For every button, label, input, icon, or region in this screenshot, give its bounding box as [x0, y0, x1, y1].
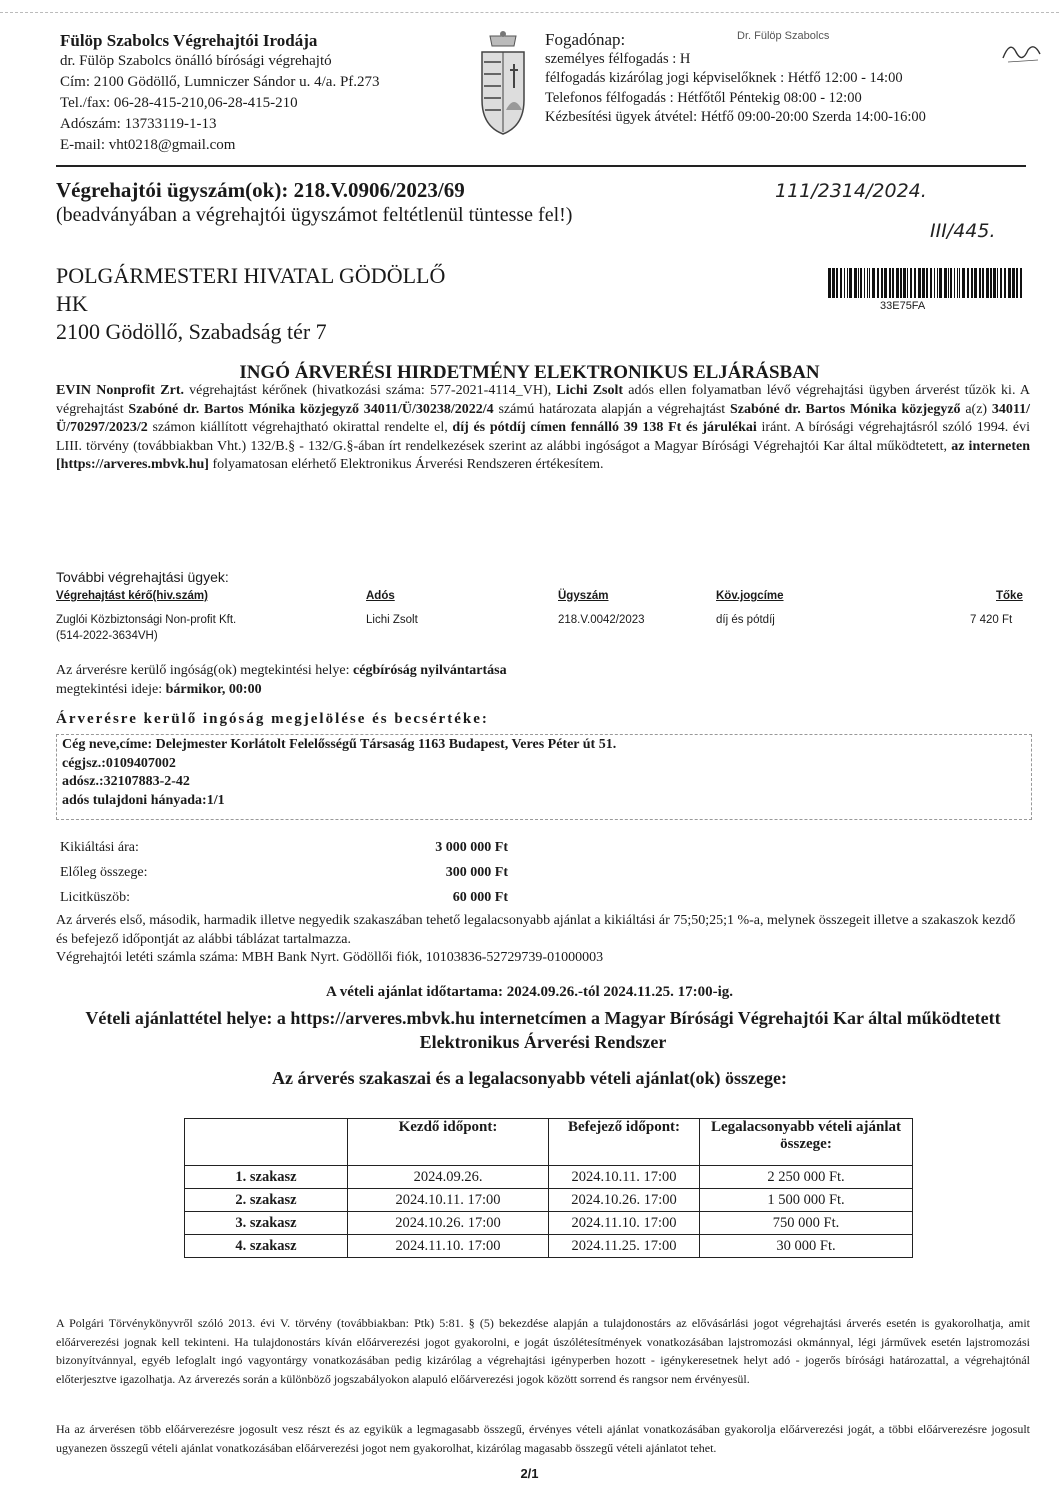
recipient-dept: HK [56, 291, 88, 316]
stage-min-offer: 2 250 000 Ft. [700, 1166, 913, 1189]
stage-min-offer: 30 000 Ft. [700, 1235, 913, 1258]
other-cases-title: További végrehajtási ügyek: [56, 569, 229, 585]
stage-name: 2. szakasz [185, 1189, 348, 1212]
legal-paragraph-2: Ha az árverésen több előárverezésre jogosult vesz részt és az egyikük a legmagasabb összegű, érvényes vételi ajánlat vonatkozásában gyakorolja előárverezési jogát, a többi előárverezésre jogosult ugyanezen összegű vételi ajánlat vonatkozásában előárverezési jogot nem gyakorolhat, kizárólag magasabb összegű vételi ajánlatot tehet. [56, 1422, 1030, 1455]
office-address: Cím: 2100 Gödöllő, Lumniczer Sándor u. 4/a. Pf.273 [60, 74, 380, 90]
viewing-time-value: bármikor, 00:00 [165, 682, 262, 697]
price-label: Kikiáltási ára: [60, 840, 139, 855]
item-details [62, 736, 616, 810]
other-cases-header-capital: Tőke [996, 590, 1023, 602]
item-ownership: adós tulajdoni hányada:1/1 [62, 792, 225, 808]
bid-step-label: Licitküszöb: [60, 890, 130, 905]
notary-reference-2: 34011/Ü/70297/2023/2 [56, 401, 1030, 435]
deposit-account: Végrehajtói letéti számla száma: MBH Bank Nyrt. Gödöllői fiók, 10103836-52729739-01000003 [56, 950, 604, 965]
stages-paragraph [56, 912, 1030, 968]
offer-period: A vételi ajánlat időtartama: 2024.09.26.-tól 2024.11.25. 17:00-ig. [325, 984, 734, 1000]
recipient-name: POLGÁRMESTERI HIVATAL GÖDÖLLŐ [56, 263, 446, 288]
intro-text: végrehajtást kérőnek (hivatkozási száma: 577-2021-4114_VH), [183, 383, 557, 398]
table-header: Befejező időpont: [549, 1119, 700, 1166]
stages-text: Az árverés első, második, harmadik illetve negyedik szakaszában tehető legalacsonyabb ajánlat a kikiáltási ár 75;50;25;1 %-a, melynek összegeit illetve a szakaszok kezdő és befejező időpontját az alábbi táblázat tartalmazza. [56, 913, 1016, 947]
intro-text: iránt. A bírósági végrehajtásról szóló 1994. évi LIII. törvény (továbbiakban Vht.) 132/B.§ - 132/G.§-ában írt rendelkezések szerint az alábbi ingóságot a Magyar Bírósági Végrehajtói Kar által működtetett, [56, 420, 1031, 454]
stage-start: 2024.09.26. [348, 1166, 549, 1189]
intro-paragraph [56, 382, 1030, 475]
case-note: (beadványában a végrehajtói ügyszámot feltétlenül tüntesse fel!) [56, 204, 573, 226]
hours-line: félfogadás kizárólag jogi képviselőknek : Hétfő 12:00 - 14:00 [545, 70, 903, 86]
table-header: Legalacsonyabb vételi ajánlat összege: [700, 1119, 913, 1166]
stages-table-title: Az árverés szakaszai és a legalacsonyabb vételi ajánlat(ok) összege: [272, 1068, 787, 1088]
stage-end: 2024.10.26. 17:00 [549, 1189, 700, 1212]
deposit-label: Előleg összege: [60, 865, 148, 880]
item-section-title: Árverésre kerülő ingóság megjelölése és becsértéke: [56, 711, 489, 727]
hours-line: személyes félfogadás : H [545, 50, 691, 67]
office-hours [545, 30, 1025, 128]
recipient-street: 2100 Gödöllő, Szabadság tér 7 [56, 319, 327, 344]
office-line: dr. Fülöp Szabolcs önálló bírósági végrehajtó [60, 53, 332, 69]
other-cases-header-case: Ügyszám [558, 590, 609, 602]
viewing-time-label: megtekintési ideje: [56, 682, 163, 697]
barcode-icon [828, 268, 1024, 298]
other-case-legal: díj és pótdíj [716, 614, 775, 626]
document-title: INGÓ ÁRVERÉSI HIRDETMÉNY ELEKTRONIKUS ELJÁRÁSBAN [239, 362, 820, 383]
other-case-creditor: Zuglói Közbiztonsági Non-profit Kft. [56, 614, 237, 626]
header-divider [56, 165, 1026, 167]
stage-start: 2024.10.11. 17:00 [348, 1189, 549, 1212]
handwritten-registration: 111/2314/2024. [775, 180, 927, 202]
office-header [60, 30, 460, 156]
top-scan-edge [0, 12, 1059, 13]
stages-table [184, 1118, 913, 1258]
deposit-value: 300 000 Ft [445, 865, 508, 880]
table-row [185, 1235, 913, 1258]
auction-url: az interneten [https://arveres.mbvk.hu] [56, 438, 1030, 472]
recipient-address [56, 262, 445, 346]
hours-title: Fogadónap: [545, 30, 626, 49]
notary-name: Szabóné dr. Bartos Mónika közjegyző [729, 401, 961, 417]
table-header [185, 1119, 348, 1166]
coat-of-arms-icon [470, 30, 536, 140]
item-company: Cég neve,címe: Delejmester Korlátolt Felelősségű Társaság 1163 Budapest, Veres Péter út 51. [62, 737, 617, 752]
other-cases-header-creditor: Végrehajtást kérő(hiv.szám) [56, 590, 208, 602]
stage-min-offer: 1 500 000 Ft. [700, 1189, 913, 1212]
office-email: E-mail: vht0218@gmail.com [60, 137, 236, 153]
item-tax-number: adósz.:32107883-2-42 [62, 774, 190, 789]
creditor-name: EVIN Nonprofit Zrt. [56, 383, 184, 398]
page-number: 2/1 [520, 1466, 539, 1481]
notary-reference: Szabóné dr. Bartos Mónika közjegyző 34011/Ü/30238/2022/4 [128, 401, 494, 417]
intro-text: adós ellen folyamatban lévő végrehajtási ügyben árverést tűzök ki. A végrehajtást [56, 383, 1030, 417]
stage-end: 2024.11.25. 17:00 [549, 1235, 700, 1258]
signature-icon [1000, 38, 1044, 66]
viewing-place-label: Az árverésre kerülő ingóság(ok) megtekintési helye: [56, 663, 350, 678]
offer-place: Vételi ajánlattétel helye: a https://arveres.mbvk.hu internetcímen a Magyar Bírósági Végrehajtói Kar által működtetett Elektronikus Árverési Rendszer [85, 1008, 1001, 1052]
handwritten-number: III/445. [930, 220, 996, 242]
intro-text: számú határozata alapján a végrehajtást [493, 401, 730, 417]
table-row [185, 1212, 913, 1235]
intro-text: számon kiállított végrehajtható okirattal rendelte el, [147, 420, 453, 435]
viewing-time [56, 681, 262, 699]
debtor-name: Lichi Zsolt [556, 383, 624, 398]
intro-text: a(z) [960, 401, 992, 417]
price-value: 3 000 000 Ft [435, 840, 508, 855]
hours-line: Telefonos félfogadás : Hétfőtől Péntekig 08:00 - 12:00 [545, 89, 862, 106]
other-cases-header-legal: Köv.jogcíme [716, 590, 784, 602]
intro-text: folyamatosan elérhető Elektronikus Árverési Rendszeren értékesítem. [208, 457, 604, 472]
stage-end: 2024.11.10. 17:00 [549, 1212, 700, 1235]
office-phone: Tel./fax: 06-28-415-210,06-28-415-210 [60, 95, 298, 111]
stamp-name: Dr. Fülöp Szabolcs [737, 30, 830, 42]
other-case-ref: (514-2022-3634VH) [56, 630, 158, 642]
office-name: Fülöp Szabolcs Végrehajtói Irodája [60, 31, 318, 50]
legal-paragraph-1: A Polgári Törvénykönyvről szóló 2013. évi V. törvény (továbbiakban: Ptk) 5:81. § (5) bekezdése alapján a tulajdonostárs az elővásárlási jogot végrehajtási árverés esetén is gyakorolhatja, amit előárverezési jognak kell tekinteni. Ha tulajdonostárs kíván előárverezési jogot gyakorolni, e jogát úszólétesítmények vonatkozásában lajstromozási okmánnyal, légi járművek esetén lajstromozási bizonyítvánnyal, egyéb lefoglalt ingó vagyontárgy vonatkozásában pedig kizárólag a végrehajtási igényperben hozott - igénykeresetnek helyt adó - jogerős bírósági határozattal, a végrehajtónál előterjesztve igazolhatja. Az árverezés során a különböző jogszabályokon alapuló előárverezési jogok között sorrend és rangsor nem érvényesül. [56, 1316, 1030, 1386]
table-header: Kezdő időpont: [348, 1119, 549, 1166]
viewing-place [56, 662, 507, 680]
case-number: Végrehajtói ügyszám(ok): 218.V.0906/2023/69 [56, 178, 465, 202]
table-header-row [185, 1119, 913, 1166]
table-row [185, 1189, 913, 1212]
stage-name: 4. szakasz [185, 1235, 348, 1258]
other-case-number: 218.V.0042/2023 [558, 614, 645, 626]
other-case-debtor: Lichi Zsolt [366, 614, 418, 626]
stage-min-offer: 750 000 Ft. [700, 1212, 913, 1235]
stage-start: 2024.11.10. 17:00 [348, 1235, 549, 1258]
table-row [185, 1166, 913, 1189]
hours-line: Kézbesítési ügyek átvétel: Hétfő 09:00-20:00 Szerda 14:00-16:00 [545, 109, 926, 125]
bid-step-value: 60 000 Ft [452, 890, 508, 905]
other-case-capital: 7 420 Ft [970, 614, 1013, 626]
barcode-label: 33E75FA [880, 300, 926, 312]
stage-name: 1. szakasz [185, 1166, 348, 1189]
viewing-place-value: cégbíróság nyilvántartása [353, 663, 507, 678]
stage-name: 3. szakasz [185, 1212, 348, 1235]
claim-amount: díj és pótdíj címen fennálló 39 138 Ft és járulékai [452, 420, 757, 435]
stage-start: 2024.10.26. 17:00 [348, 1212, 549, 1235]
item-registry: cégjsz.:0109407002 [62, 755, 176, 771]
office-tax-number: Adószám: 13733119-1-13 [60, 116, 217, 132]
stage-end: 2024.10.11. 17:00 [549, 1166, 700, 1189]
other-cases-header-debtor: Adós [366, 590, 395, 602]
